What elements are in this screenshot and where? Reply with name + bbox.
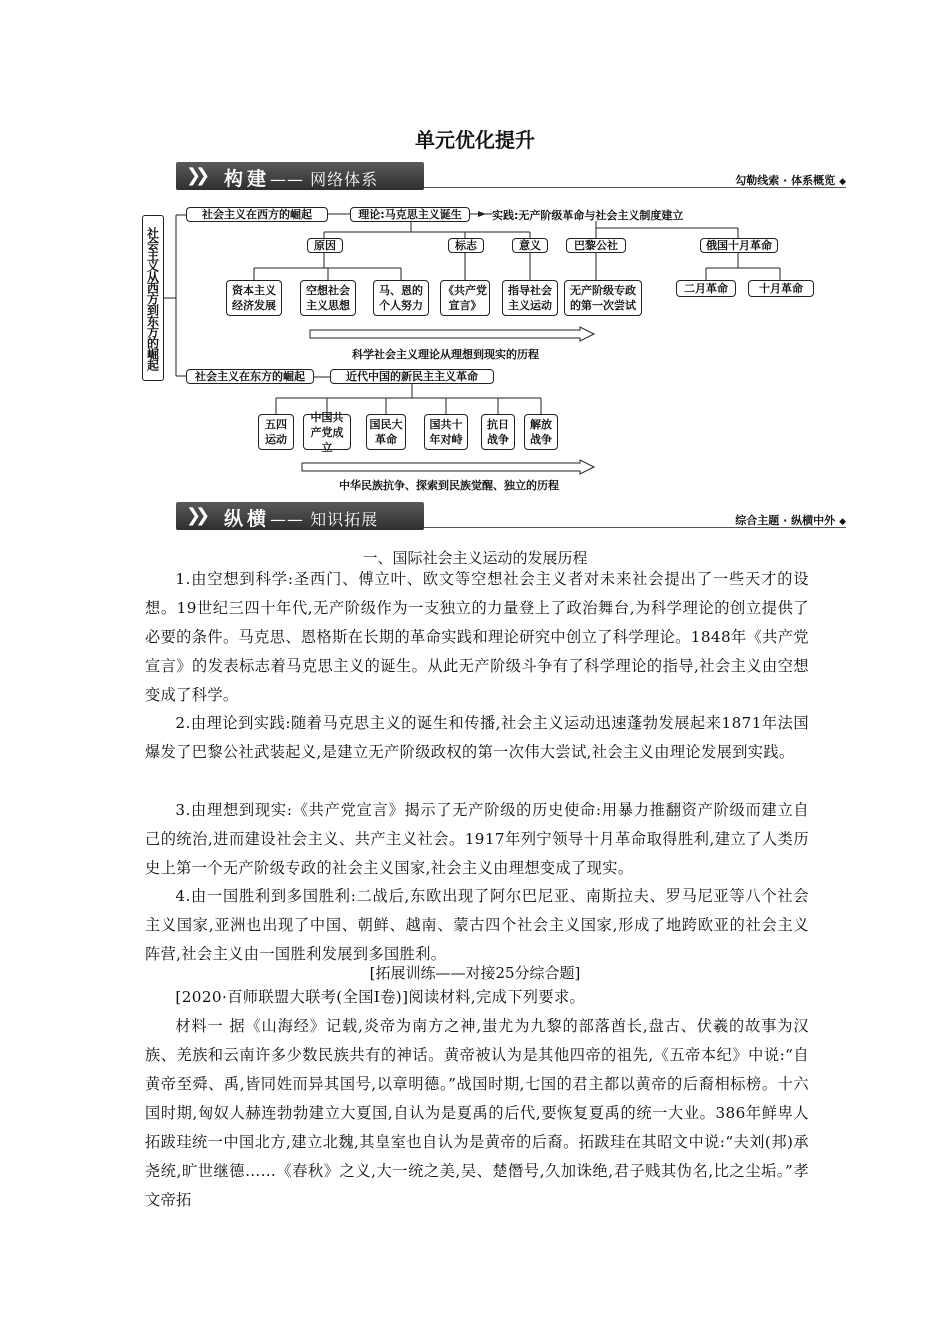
node-east-item: 国民大革命 (366, 414, 406, 450)
node-oct: 十月革命 (748, 280, 814, 297)
banner-tagline: 勾勒线索 · 体系概览 ◆ (735, 174, 846, 187)
training-title: [拓展训练——对接25分综合题] (369, 964, 581, 982)
node-west: 社会主义在西方的崛起 (186, 207, 328, 222)
node-east-item: 国共十年对峙 (424, 414, 468, 450)
banner-heading: 纵横—— 知识拓展 (224, 508, 379, 530)
paragraph: 4.由一国胜利到多国胜利:二战后,东欧出现了阿尔巴尼亚、南斯拉夫、罗马尼亚等八个社会主义国家,亚洲也出现了中国、朝鲜、越南、蒙古四个社会主义国家,形成了地跨欧亚的社会主义阵营,社会主义由一国胜利发展到多国胜利。 (145, 887, 809, 963)
node-practice: 实践:无产阶级革命与社会主义制度建立 (492, 209, 684, 222)
node-manifesto: 《共产党宣言》 (440, 280, 490, 316)
paragraph: 1.由空想到科学:圣西门、傅立叶、欧文等空想社会主义者对未来社会提出了一些天才的设想。19世纪三四十年代,无产阶级作为一支独立的力量登上了政治舞台,为科学理论的创立提供了必要的条件。马克思、恩格斯在长期的革命实践和理论研究中创立了科学理论。1848年《共产党宣言》的发表标志着马克思主义的诞生。从此无产阶级斗争有了科学理论的指导,社会主义由空想变成了科学。 (145, 570, 809, 704)
paragraph: 2.由理论到实践:随着马克思主义的诞生和传播,社会主义运动迅速蓬勃发展起来1871年法国爆发了巴黎公社武装起义,是建立无产阶级政权的第一次伟大尝试,社会主义由理论发展到实践。 (145, 714, 809, 761)
node-meaning: 意义 (512, 238, 548, 253)
material-one: 材料一 据《山海经》记载,炎帝为南方之神,蚩尤为九黎的部落酋长,盘古、伏羲的故事为汉族、羌族和云南许多少数民族共有的神话。黄帝被认为是其他四帝的祖先,《五帝本纪》中说:“自黄帝至舜、禹,皆同姓而异其国号,以章明德。”战国时期,七国的君主都以黄帝的后裔相标榜。十六国时期,匈奴人赫连勃勃建立大夏国,自认为是夏禹的后代,要恢复夏禹的统一大业。386年鲜卑人拓跋珪统一中国北方,建立北魏,其皇室也自认为是黄帝的后裔。拓跋珪在其昭文中说:“夫刘(邦)承尧统,旷世继德……《春秋》之义,大一统之美,吴、楚僭号,久加诛绝,君子贱其伪名,比之尘垢。”孝文帝拓 (145, 1017, 809, 1209)
node-east-item: 抗日战争 (481, 414, 515, 450)
section-banner-expand (176, 502, 846, 530)
node-symbol: 标志 (448, 238, 484, 253)
diamond-icon: ◆ (839, 177, 846, 187)
node-paris: 巴黎公社 (566, 238, 626, 253)
node-cause-item: 资本主义经济发展 (226, 280, 282, 316)
banner-tagline: 综合主题 · 纵横中外 ◆ (735, 514, 846, 527)
node-east: 社会主义在东方的崛起 (186, 369, 314, 384)
node-cause-item: 空想社会主义思想 (300, 280, 356, 316)
chevron-right-icon: ❯❯ (186, 165, 205, 186)
exam-source: [2020·百师联盟大联考(全国Ⅰ卷)]阅读材料,完成下列要求。 (175, 988, 586, 1006)
diagram-root: 社会主义从西方到东方的崛起 (142, 215, 164, 381)
paragraph: 3.由理想到现实:《共产党宣言》揭示了无产阶级的历史使命:用暴力推翻资产阶级而建立自己的统治,进而建设社会主义、共产主义社会。1917年列宁领导十月革命取得胜利,建立了人类历史上第一个无产阶级专政的社会主义国家,社会主义由理想变成了现实。 (145, 801, 809, 877)
diamond-icon: ◆ (839, 517, 846, 527)
arrow-caption-1: 科学社会主义理论从理想到现实的历程 (352, 348, 539, 361)
node-october: 俄国十月革命 (700, 238, 778, 253)
chevron-right-icon: ❯❯ (186, 505, 205, 526)
node-newdemo: 近代中国的新民主主义革命 (330, 369, 494, 384)
node-first-try: 无产阶级专政的第一次尝试 (564, 280, 642, 316)
node-east-item: 解放战争 (524, 414, 558, 450)
node-east-item: 五四运动 (258, 414, 294, 450)
node-theory: 理论:马克思主义诞生 (350, 207, 470, 222)
node-cause-item: 马、恩的个人努力 (373, 280, 429, 316)
banner-heading: 构建—— 网络体系 (224, 168, 379, 190)
arrow-caption-2: 中华民族抗争、探索到民族觉醒、独立的历程 (339, 479, 559, 492)
page-title: 单元优化提升 (415, 128, 535, 152)
node-east-item: 中国共产党成立 (303, 414, 351, 450)
node-guide: 指导社会主义运动 (502, 280, 558, 316)
node-cause: 原因 (307, 238, 343, 253)
node-feb: 二月革命 (676, 280, 736, 297)
section-title: 一、国际社会主义运动的发展历程 (362, 549, 588, 567)
